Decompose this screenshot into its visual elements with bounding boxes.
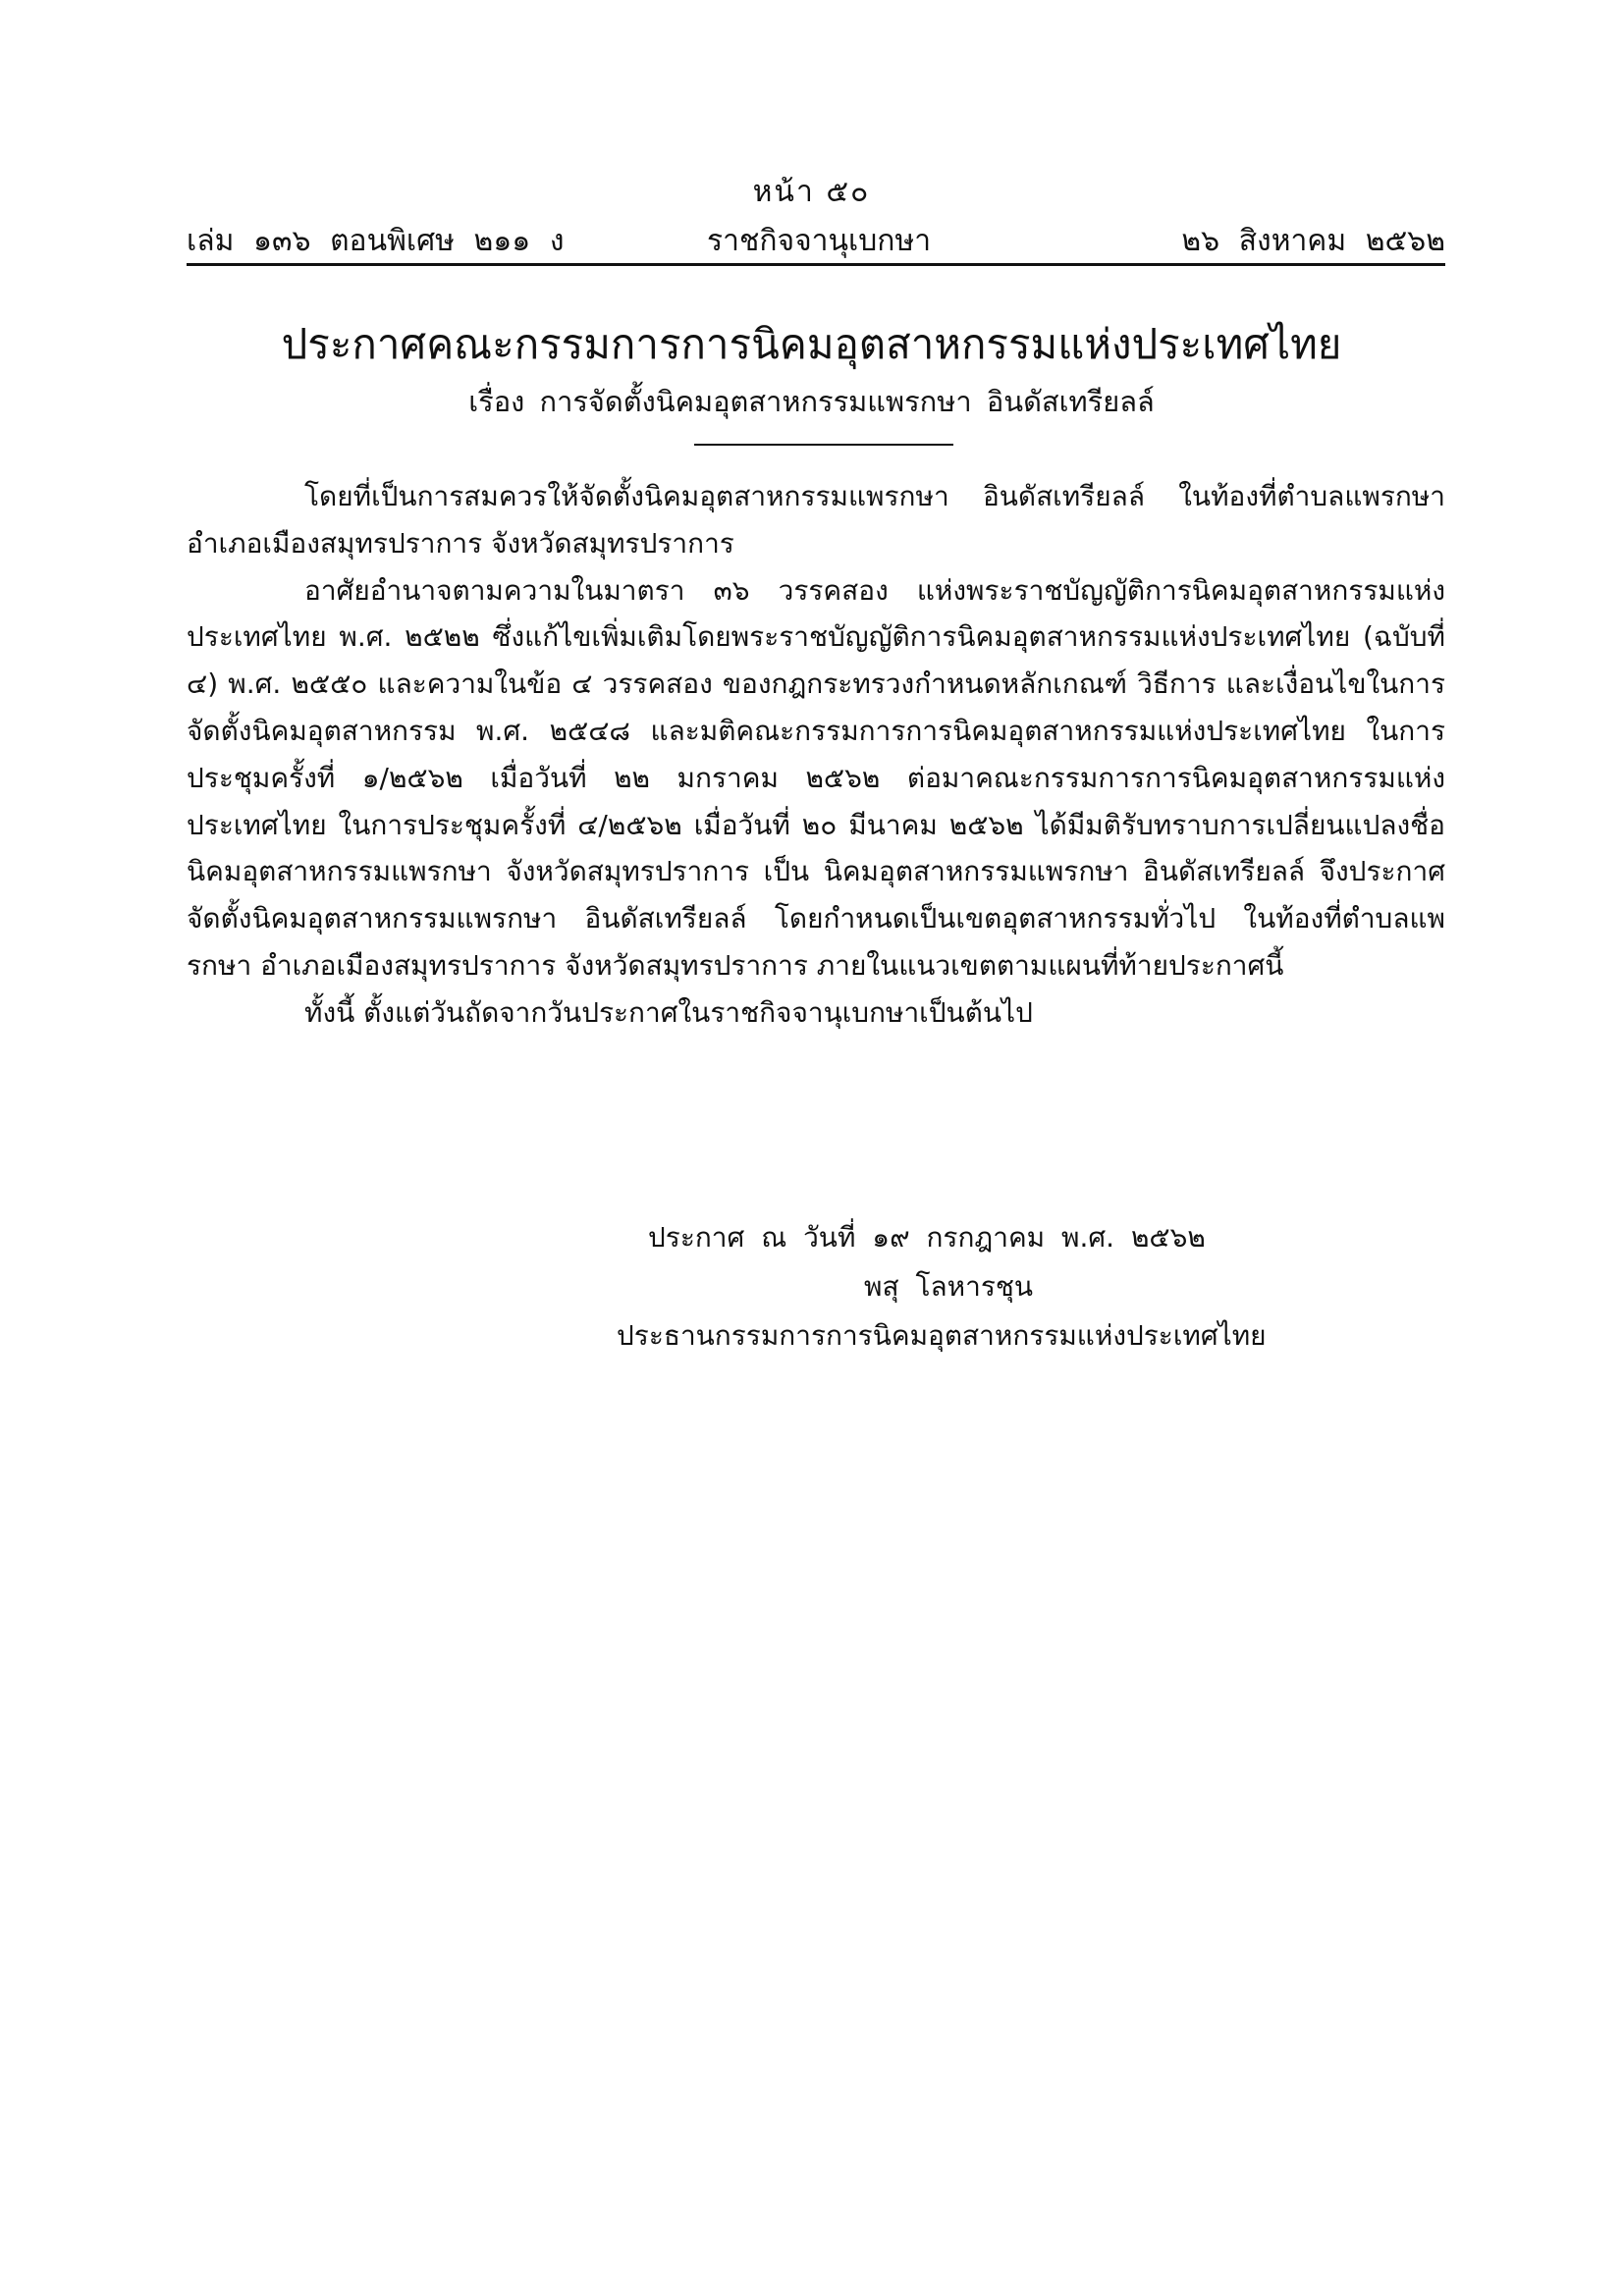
publication-name: ราชกิจจานุเบกษา xyxy=(707,224,932,258)
paragraph-authority: อาศัยอำนาจตามความในมาตรา ๓๖ วรรคสอง แห่งพระราชบัญญัติการนิคมอุตสาหกรรมแห่งประเทศไทย พ.ศ. ๒๕๒๒ ซึ่งแก้ไขเพิ่มเติมโดยพระราชบัญญัติการนิคมอุตสาหกรรมแห่งประเทศไทย (ฉบับที่ ๔) พ.ศ. ๒๕๕๐ และความในข้อ ๔ วรรคสอง ของกฎกระทรวงกำหนดหลักเกณฑ์ วิธีการ และเงื่อนไขในการจัดตั้งนิคมอุตสาหกรรม พ.ศ. ๒๕๔๘ และมติคณะกรรมการการนิคมอุตสาหกรรมแห่งประเทศไทย ในการประชุมครั้งที่ ๑/๒๕๖๒ เมื่อวันที่ ๒๒ มกราคม ๒๕๖๒ ต่อมาคณะกรรมการการนิคมอุตสาหกรรมแห่งประเทศไทย ในการประชุมครั้งที่ ๔/๒๕๖๒ เมื่อวันที่ ๒๐ มีนาคม ๒๕๖๒ ได้มีมติรับทราบการเปลี่ยนแปลงชื่อนิคมอุตสาหกรรมแพรกษา จังหวัดสมุทรปราการ เป็น นิคมอุตสาหกรรมแพรกษา อินดัสเทรียลล์ จึงประกาศจัดตั้งนิคมอุตสาหกรรมแพรกษา อินดัสเทรียลล์ โดยกำหนดเป็นเขตอุตสาหกรรมทั่วไป ในท้องที่ตำบลแพรกษา อำเภอเมืองสมุทรปราการ จังหวัดสมุทรปราการ ภายในแนวเขตตามแผนที่ท้ายประกาศนี้ xyxy=(187,573,1445,982)
subject-divider xyxy=(694,444,953,446)
paragraph-preamble: โดยที่เป็นการสมควรให้จัดตั้งนิคมอุตสาหกรรมแพรกษา อินดัสเทรียลล์ ในท้องที่ตำบลแพรกษา อำเภอเมืองสมุทรปราการ จังหวัดสมุทรปราการ xyxy=(187,480,1445,560)
signatory-position: ประธานกรรมการการนิคมอุตสาหกรรมแห่งประเทศไทย xyxy=(617,1319,1267,1352)
signatory-name: พสุ โลหารชุน xyxy=(864,1270,1034,1303)
gazette-header xyxy=(187,218,1445,261)
header-divider xyxy=(187,263,1445,266)
announcement-subject: เรื่อง การจัดตั้งนิคมอุตสาหกรรมแพรกษา อินดัสเทรียลล์ xyxy=(468,385,1155,418)
paragraph-effective: ทั้งนี้ ตั้งแต่วันถัดจากวันประกาศในราชกิจจานุเบกษาเป็นต้นไป xyxy=(304,995,1033,1029)
announcement-body xyxy=(187,473,1445,1037)
volume-issue: เล่ม ๑๓๖ ตอนพิเศษ ๒๑๑ ง xyxy=(187,224,565,258)
announcement-title: ประกาศคณะกรรมการการนิคมอุตสาหกรรมแห่งประเทศไทย xyxy=(281,320,1342,368)
signature-date: ประกาศ ณ วันที่ ๑๙ กรกฎาคม พ.ศ. ๒๕๖๒ xyxy=(648,1221,1206,1254)
publication-date: ๒๖ สิงหาคม ๒๕๖๒ xyxy=(1181,224,1445,258)
page-number: หน้า ๕๐ xyxy=(752,175,871,209)
